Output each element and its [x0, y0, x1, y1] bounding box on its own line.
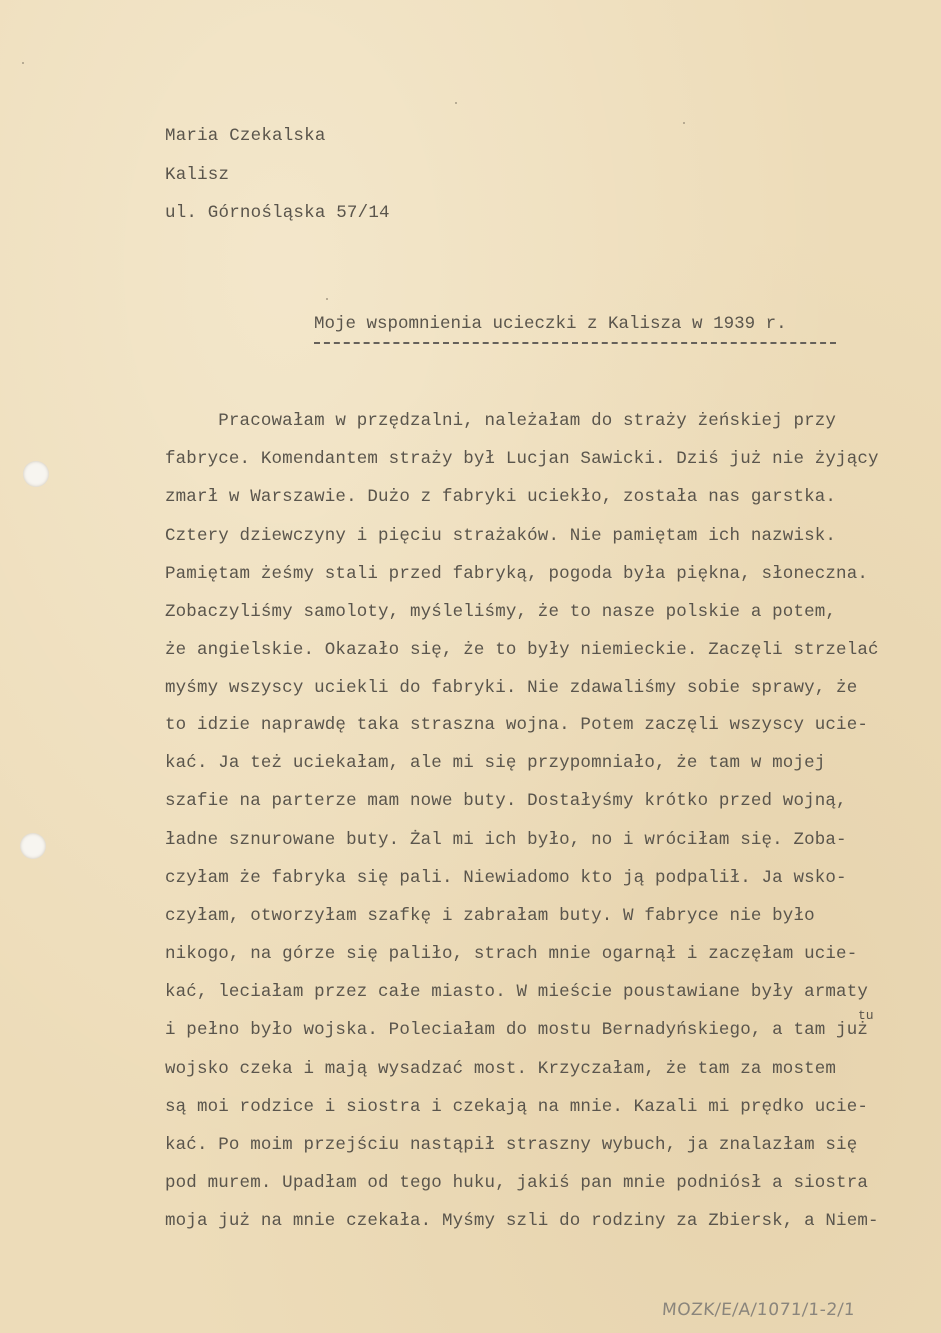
body-line: pod murem. Upadłam od tego huku, jakiś pan mnie podniósł a siostra	[165, 1173, 869, 1193]
body-line: Pamiętam żeśmy stali przed fabryką, pogoda była piękna, słoneczna.	[165, 564, 869, 584]
typed-correction-tu: tu	[858, 1008, 874, 1023]
body-line: kać. Po moim przejściu nastąpił straszny wybuch, ja znalazłam się	[165, 1135, 858, 1155]
punch-hole-top	[23, 461, 49, 487]
sender-name: Maria Czekalska	[165, 126, 326, 146]
body-line: fabryce. Komendantem straży był Lucjan Sawicki. Dziś już nie żyjący	[165, 449, 879, 469]
sender-street: ul. Górnośląska 57/14	[165, 203, 390, 223]
title-dashed-underline	[314, 342, 836, 344]
body-line: Cztery dziewczyny i pięciu strażaków. Nie pamiętam ich nazwisk.	[165, 526, 837, 546]
body-line: wojsko czeka i mają wysadzać most. Krzyczałam, że tam za mostem	[165, 1059, 837, 1079]
body-line: czyłam, otworzyłam szafkę i zabrałam buty. W fabryce nie było	[165, 906, 815, 926]
punch-hole-bottom	[20, 833, 46, 859]
body-line: kać. Ja też uciekałam, ale mi się przypomniało, że tam w mojej	[165, 753, 826, 773]
body-line: Zobaczyliśmy samoloty, myśleliśmy, że to nasze polskie a potem,	[165, 602, 837, 622]
body-line: że angielskie. Okazało się, że to były niemieckie. Zaczęli strzelać	[165, 640, 879, 660]
body-line: są moi rodzice i siostra i czekają na mnie. Kazali mi prędko ucie-	[165, 1097, 869, 1117]
body-line: to idzie naprawdę taka straszna wojna. Potem zaczęli wszyscy ucie-	[165, 715, 869, 735]
paper-speck	[455, 102, 457, 104]
paper-speck	[22, 62, 24, 64]
body-line: zmarł w Warszawie. Dużo z fabryki uciekło, została nas garstka.	[165, 487, 837, 507]
body-line: ładne sznurowane buty. Żal mi ich było, no i wróciłam się. Zoba-	[165, 830, 847, 850]
sender-city: Kalisz	[165, 165, 230, 185]
document-title: Moje wspomnienia ucieczki z Kalisza w 1939 r.	[314, 314, 787, 334]
body-line: szafie na parterze mam nowe buty. Dostałyśmy krótko przed wojną,	[165, 791, 847, 811]
body-line: nikogo, na górze się paliło, strach mnie ogarnął i zaczęłam ucie-	[165, 944, 858, 964]
body-line: kać, leciałam przez całe miasto. W mieście poustawiane były armaty	[165, 982, 869, 1002]
body-line: moja już na mnie czekała. Myśmy szli do rodziny za Zbiersk, a Niem-	[165, 1211, 879, 1231]
body-line: myśmy wszyscy uciekli do fabryki. Nie zdawaliśmy sobie sprawy, że	[165, 678, 858, 698]
body-line: Pracowałam w przędzalni, należałam do straży żeńskiej przy	[165, 411, 837, 431]
paper-speck	[683, 122, 685, 124]
body-line: i pełno było wojska. Poleciałam do mostu Bernadyńskiego, a tam już	[165, 1020, 869, 1040]
archive-signature: MOZK/E/A/1071/1-2/1	[661, 1300, 856, 1320]
paper-speck	[326, 298, 328, 300]
body-line: czyłam że fabryka się pali. Niewiadomo kto ją podpalił. Ja wsko-	[165, 868, 847, 888]
